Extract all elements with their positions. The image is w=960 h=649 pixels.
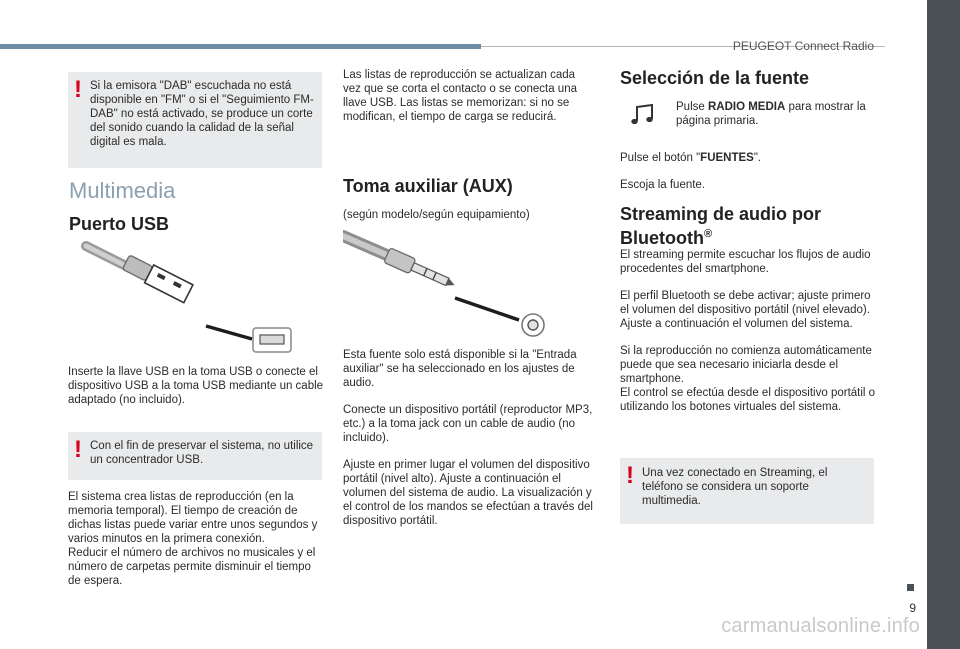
section-title: Multimedia (69, 178, 176, 203)
choose-source-text: Escoja la fuente. (620, 179, 706, 191)
exclamation-icon: ! (74, 436, 82, 463)
press-sources (620, 151, 872, 165)
bt-text-3a: Si la reproducción no comienza automáticamente puede que sea necesario iniciarla desde el smartphone. (620, 345, 872, 385)
radio-media-label: RADIO MEDIA (707, 101, 786, 113)
bt-text-3 (620, 344, 878, 414)
bt-text-2 (620, 289, 878, 331)
continue-marker (907, 584, 914, 591)
playlist-text (68, 490, 324, 588)
sources-suffix: ". (753, 152, 762, 164)
playlist-update-text: Las listas de reproducción se actualizan cada vez que se corta el contacto o se conecta una llave USB. Las listas se memorizan: si no se modifican, el tiempo de carga se reducirá. (343, 69, 577, 123)
aux-jack-illustration (343, 228, 553, 338)
aux-text (343, 348, 595, 541)
watermark: carmanualsonline.info (721, 615, 920, 637)
warning-text: Una vez conectado en Streaming, el teléfono se considera un soporte multimedia. (642, 467, 828, 507)
press-radio-media (676, 100, 872, 128)
aux-note: (según modelo/según equipamiento) (343, 209, 530, 221)
press-suffix: para mostrar la página primaria. (676, 101, 866, 127)
bt-text-1: El streaming permite escuchar los flujos de audio procedentes del smartphone. (620, 249, 871, 275)
page-number: 9 (909, 601, 916, 615)
exclamation-icon: ! (626, 462, 634, 489)
warning-text: Con el fin de preservar el sistema, no utilice un concentrador USB. (90, 440, 314, 466)
bluetooth-text (620, 248, 878, 427)
aux-text-3: Ajuste en primer lugar el volumen del dispositivo portátil (nivel alto). Ajuste a continuación el volumen del sistema de audio. La visualización y el control de los mandos se efectúan a través del dispositivo portátil. (343, 459, 593, 527)
exclamation-icon: ! (74, 76, 82, 103)
bt-text-2b: Ajuste a continuación el volumen del sistema. (620, 318, 853, 330)
warning-text: Si la emisora "DAB" escuchada no está disponible en "FM" o si el "Seguimiento FM-DAB" no está activado, se produce un corte del sonido cuando la calidad de la señal digital es mala. (90, 80, 314, 148)
aux-text-2: Conecte un dispositivo portátil (reproductor MP3, etc.) a la toma jack con un cable de audio (no incluido). (343, 404, 593, 444)
sources-prefix: Pulse el botón " (620, 152, 701, 164)
header-rule-accent (0, 44, 481, 49)
bt-text-3b: El control se efectúa desde el dispositivo portátil o utilizando los botones virtuales del sistema. (620, 387, 876, 413)
playlist-text-2: Reducir el número de archivos no musicales y el número de carpetas permite disminuir el tiempo de espera. (68, 547, 316, 587)
aux-title: Toma auxiliar (AUX) (343, 176, 513, 196)
warning-box-streaming (620, 458, 874, 524)
playlist-text-1: El sistema crea listas de reproducción (en la memoria temporal). El tiempo de creación de dichas listas puede variar entre unos segundos y varios minutos en la primera conexión. (68, 491, 318, 545)
sources-label: FUENTES (700, 152, 754, 164)
side-strip (927, 0, 960, 649)
usb-title: Puerto USB (69, 214, 170, 234)
usb-text: Inserte la llave USB en la toma USB o conecte el dispositivo USB a la toma USB mediante un cable adaptado (no incluido). (68, 366, 324, 406)
usb-illustration (68, 238, 296, 358)
header-title: PEUGEOT Connect Radio (732, 39, 874, 53)
warning-box-dab (68, 72, 322, 168)
music-note-icon (630, 104, 656, 126)
bluetooth-title (620, 204, 872, 248)
bluetooth-title-text: Streaming de audio por Bluetooth (620, 204, 822, 248)
source-title: Selección de la fuente (620, 68, 810, 88)
registered-mark: ® (703, 228, 713, 240)
press-prefix: Pulse (676, 101, 708, 113)
aux-text-1: Esta fuente solo está disponible si la "Entrada auxiliar" se ha seleccionado en los ajustes de audio. (343, 349, 577, 389)
warning-box-hub (68, 432, 322, 480)
bt-text-2a: El perfil Bluetooth se debe activar; ajuste primero el volumen del dispositivo portátil (nivel elevado). (620, 290, 871, 316)
